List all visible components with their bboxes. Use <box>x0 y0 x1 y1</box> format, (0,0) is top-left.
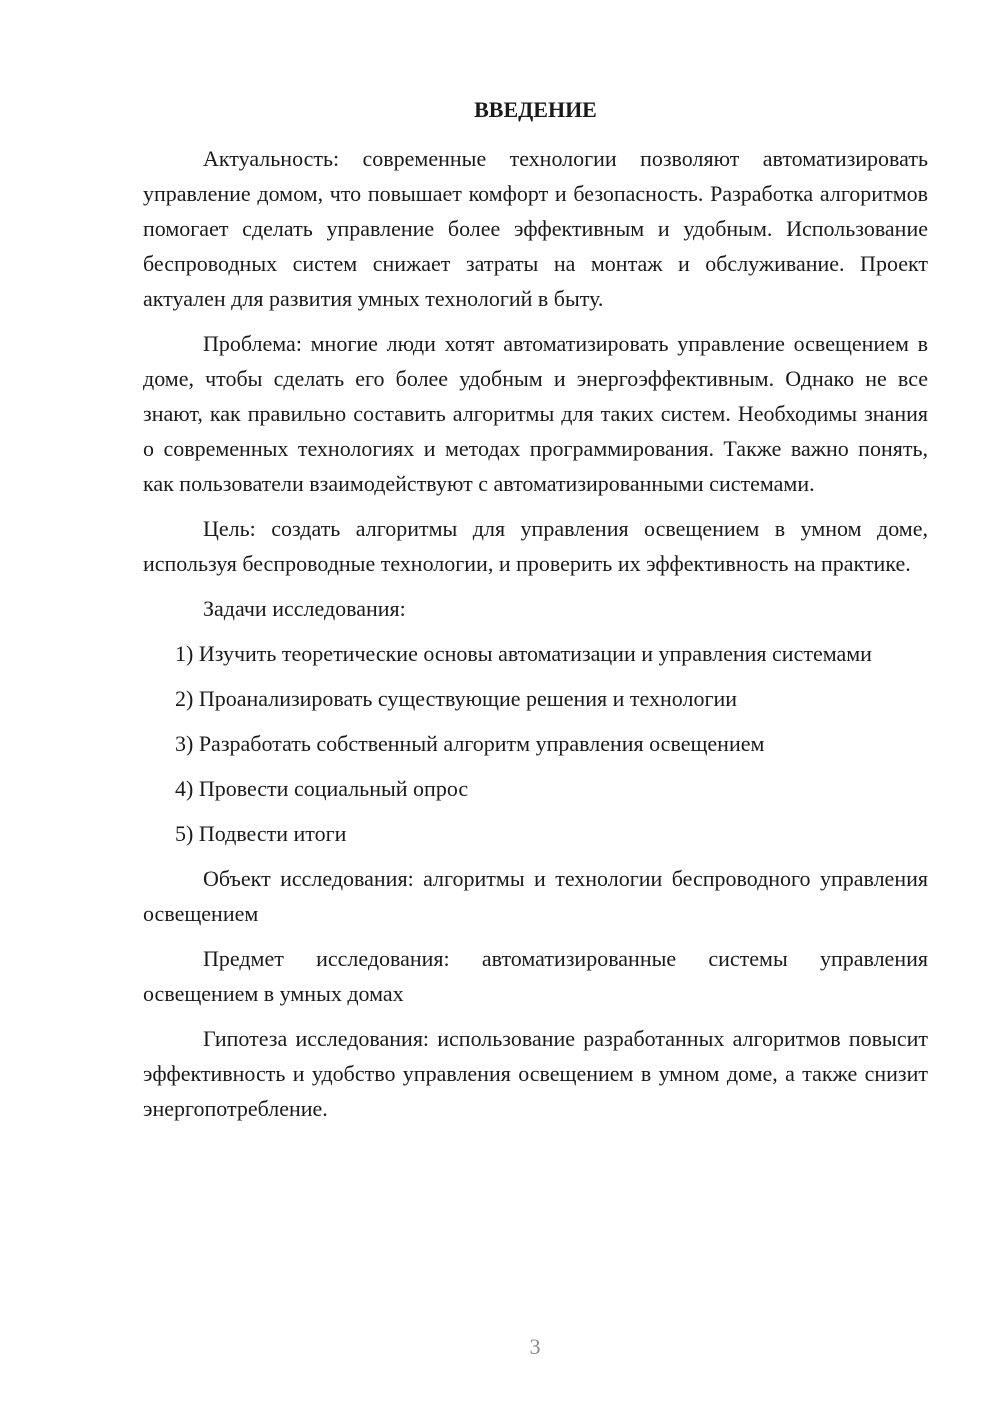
task-item: 4) Провести социальный опрос <box>175 776 469 801</box>
tasks-heading: Задачи исследования: <box>203 596 406 621</box>
task-item: 3) Разработать собственный алгоритм управления освещением <box>175 731 765 756</box>
page-number: 3 <box>529 1334 541 1359</box>
object-paragraph: Объект исследования: алгоритмы и технологии беспроводного управления освещением <box>143 866 928 926</box>
task-item: 2) Проанализировать существующие решения и технологии <box>175 686 738 711</box>
hypothesis-paragraph: Гипотеза исследования: использование разработанных алгоритмов повысит эффективность и удобство управления освещением в умном доме, а также снизит энергопотребление. <box>143 1026 928 1121</box>
relevance-paragraph: Актуальность: современные технологии позволяют автоматизировать управление домом, что повышает комфорт и безопасность. Разработка алгоритмов помогает сделать управление более эффективным и удобным. Использование беспроводных систем снижает затраты на монтаж и обслуживание. Проект актуален для развития умных технологий в быту. <box>143 146 928 311</box>
task-item: 5) Подвести итоги <box>175 821 347 846</box>
page-title: ВВЕДЕНИЕ <box>474 97 597 122</box>
goal-paragraph: Цель: создать алгоритмы для управления освещением в умном доме, используя беспроводные технологии, и проверить их эффективность на практике. <box>143 516 928 576</box>
task-item: 1) Изучить теоретические основы автоматизации и управления системами <box>175 641 872 666</box>
problem-paragraph: Проблема: многие люди хотят автоматизировать управление освещением в доме, чтобы сделать его более удобным и энергоэффективным. Однако не все знают, как правильно составить алгоритмы для таких систем. Необходимы знания о современных технологиях и методах программирования. Также важно понять, как пользователи взаимодействуют с автоматизированными системами. <box>143 331 928 496</box>
subject-paragraph: Предмет исследования: автоматизированные системы управления освещением в умных домах <box>143 946 928 1006</box>
page-content <box>143 95 928 1136</box>
